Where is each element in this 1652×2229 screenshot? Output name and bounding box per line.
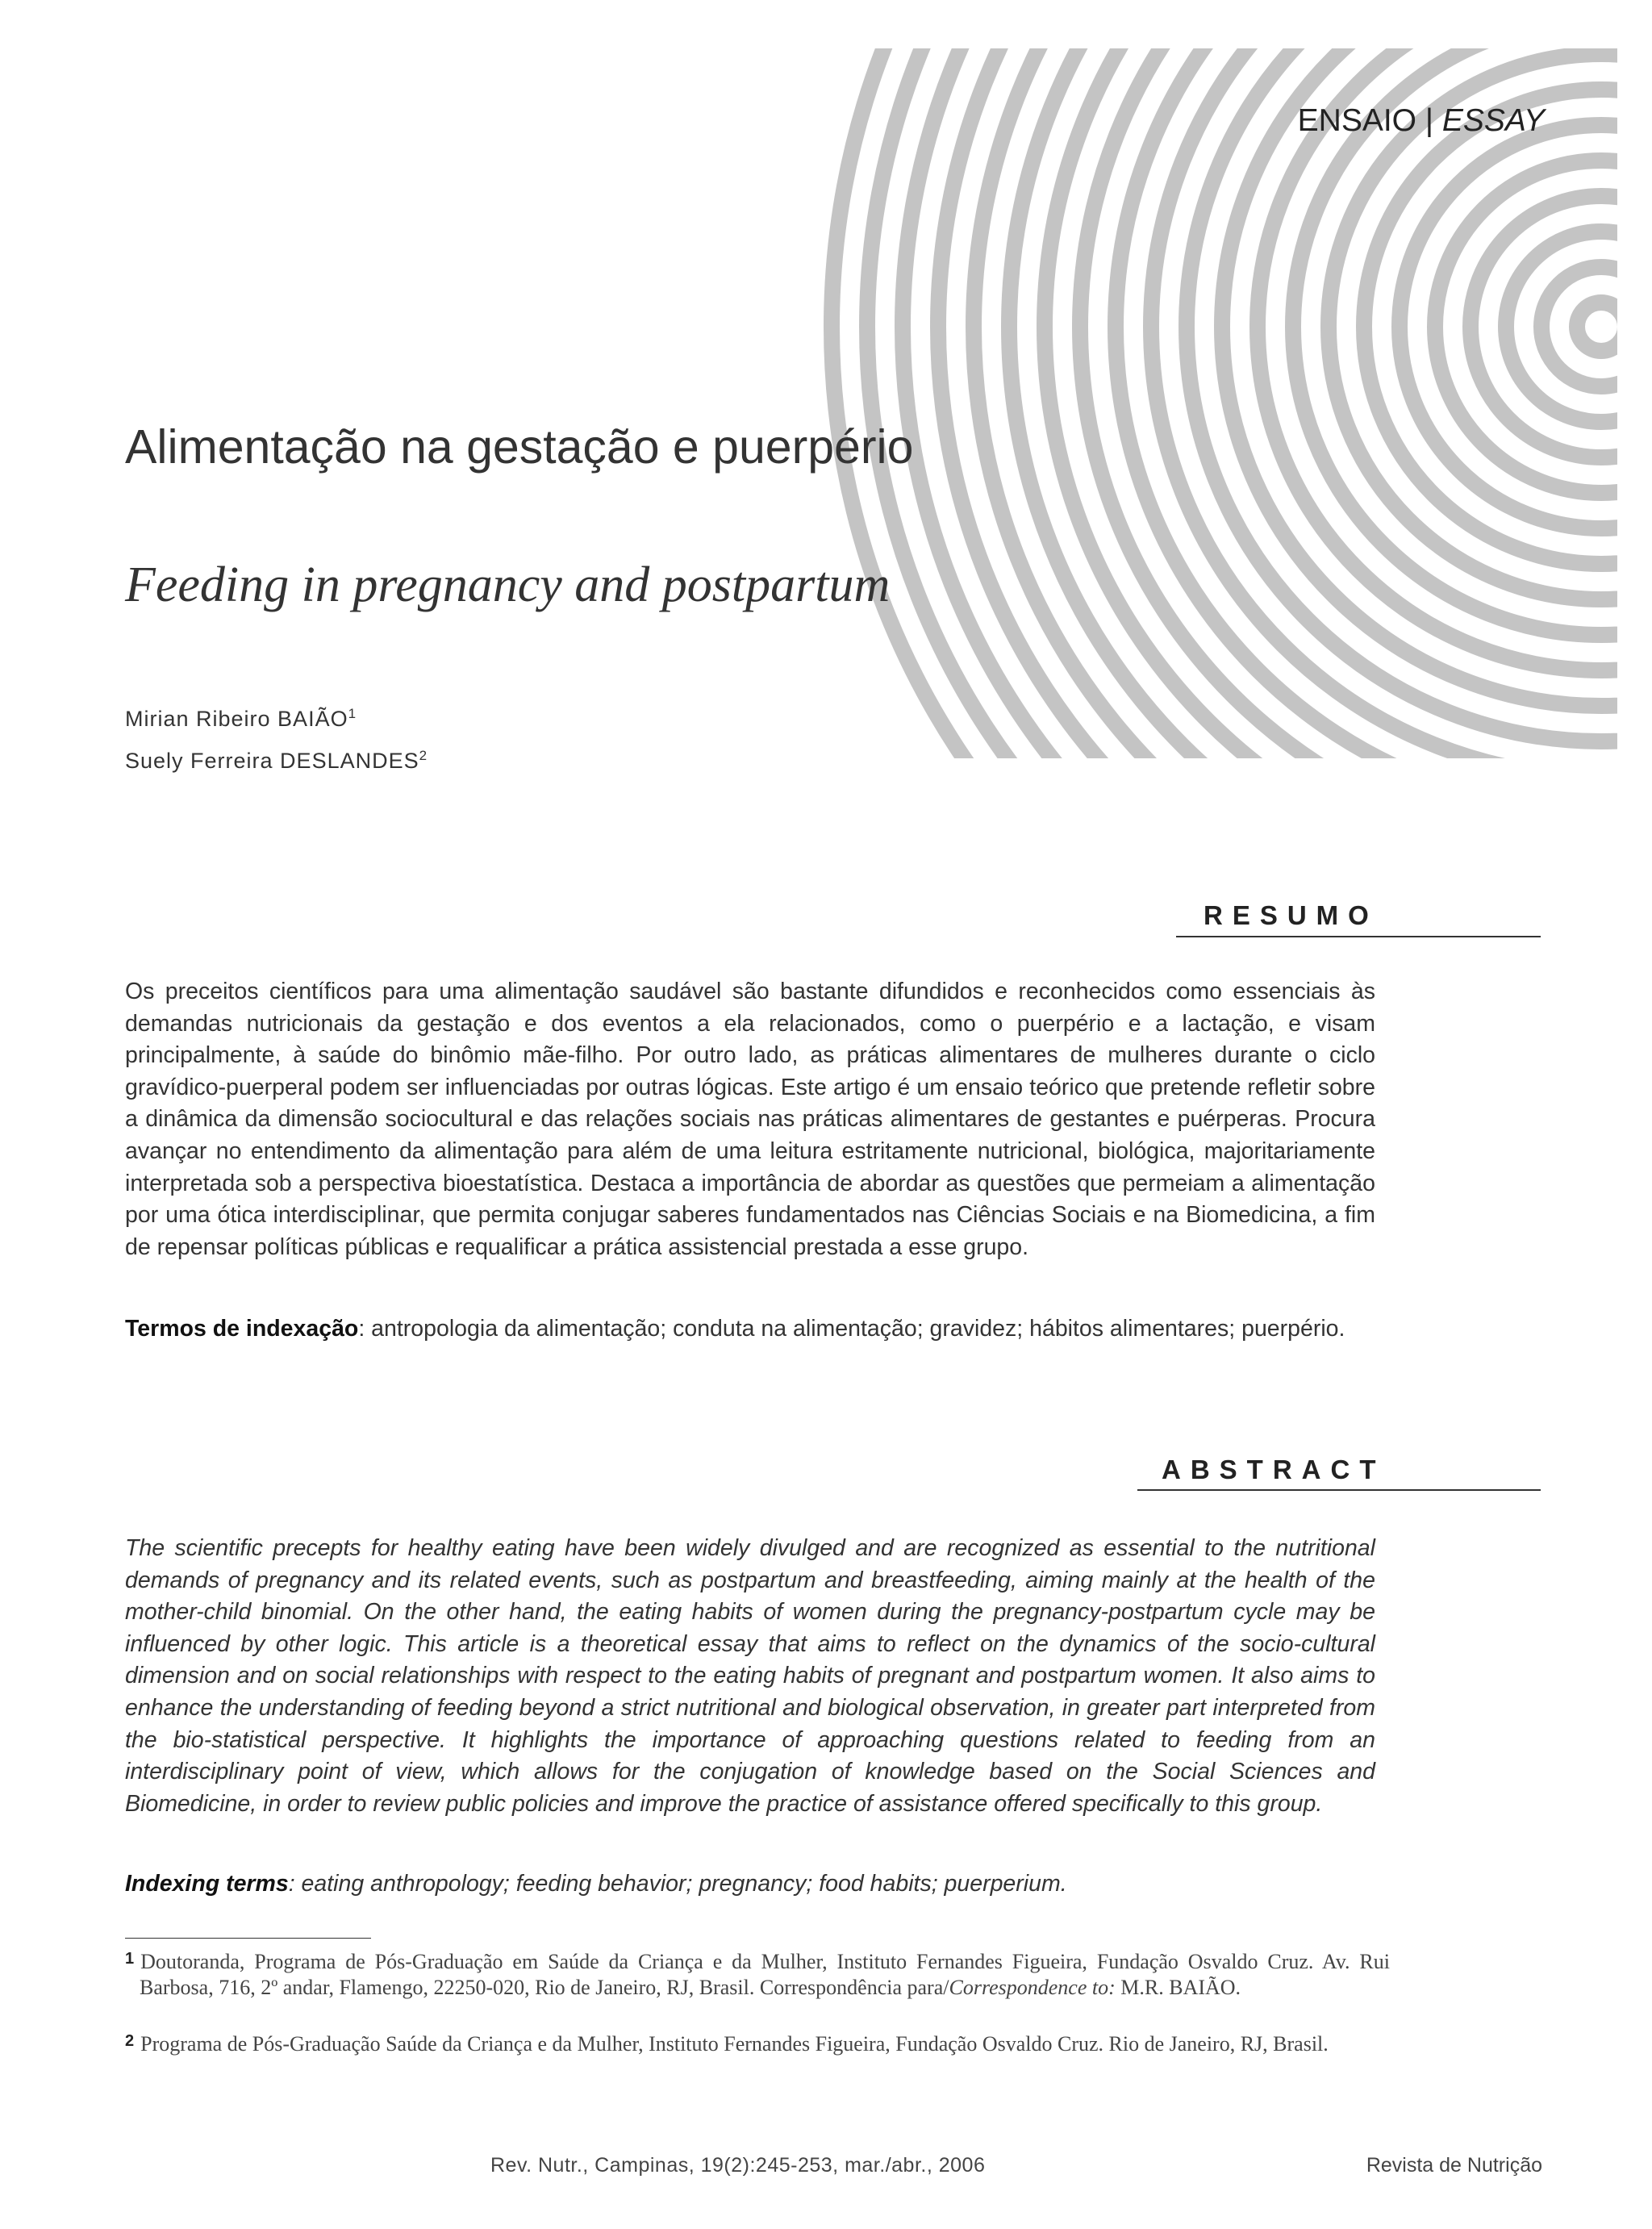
resumo-index-terms <box>125 1313 1375 1344</box>
resumo-index-terms-label: Termos de indexação <box>125 1316 359 1342</box>
footnote-1-number: 1 <box>125 1950 135 1968</box>
resumo-heading: RESUMO <box>1204 900 1379 930</box>
footer-citation: Rev. Nutr., Campinas, 19(2):245-253, mar./abr., 2006 <box>490 2154 986 2177</box>
abstract-index-terms <box>125 1868 1375 1899</box>
title-english: Feeding in pregnancy and postpartum <box>125 557 891 612</box>
author-list <box>125 695 428 779</box>
decorative-ring <box>1541 267 1652 386</box>
footnote-1: $^1$ Doutoranda, Programa de Pós-Graduação em Saúde da Criança e da Mulher, Instituto Fernandes Figueira, Fundação Osvaldo Cruz. Av. Rui Barbosa, 716, 2º andar, Flamengo, 22250-020, Rio de Janeiro, RJ, Brasil. Correspondência para/Correspondence to: M.R. BAIÃO. <box>125 1950 1390 1999</box>
author-2-affiliation-marker: 2 <box>419 748 428 763</box>
resumo-text: Os preceitos científicos para uma alimentação saudável são bastante difundidos e reconhecidos como essenciais às demandas nutricionais da gestação e dos eventos a ela relacionados, como o puerpério e a lactação, e visam principalmente, à saúde do binômio mãe-filho. Por outro lado, as práticas alimentares de mulheres durante o ciclo gravídico-puerperal podem ser influenciadas por outras lógicas. Este artigo é um ensaio teórico que pretende refletir sobre a dinâmica da dimensão sociocultural e das relações sociais nas práticas alimentares de gestantes e puérperas. Procura avançar no entendimento da alimentação para além de uma leitura estritamente nutricional, biológica, majoritariamente interpretada sob a perspectiva bioestatística. Destaca a importância de abordar as questões que permeiam a alimentação por uma ótica interdisciplinar, que permita conjugar saberes fundamentados nas Ciências Sociais e na Biomedicina, a fim de repensar políticas públicas e requalificar a prática assistencial prestada a esse grupo. <box>125 979 1375 1260</box>
author-2: Suely Ferreira DESLANDES$^2$ <box>125 748 428 773</box>
footer-journal-name: Revista de Nutrição <box>1366 2154 1542 2177</box>
section-label-en: ESSAY <box>1441 103 1545 138</box>
resumo-divider <box>1176 936 1541 937</box>
footnote-divider <box>125 1938 371 1939</box>
resumo-index-terms-list: : antropologia da alimentação; conduta na alimentação; gravidez; hábitos alimentares; puerpério. <box>358 1316 1345 1342</box>
footnote-2-number: 2 <box>125 2032 135 2050</box>
abstract-heading: ABSTRACT <box>1162 1455 1386 1484</box>
title-portuguese: Alimentação na gestação e puerpério <box>125 420 914 474</box>
section-label-pt: ENSAIO <box>1297 103 1417 138</box>
footnote-2: $^2$ Programa de Pós-Graduação Saúde da Criança e da Mulher, Instituto Fernandes Figueira, Fundação Osvaldo Cruz. Rio de Janeiro, RJ, Brasil. <box>125 2032 1329 2056</box>
section-separator: | <box>1416 103 1442 138</box>
decorative-ring <box>1577 303 1625 351</box>
abstract-divider <box>1137 1489 1541 1491</box>
abstract-text: The scientific precepts for healthy eating have been widely divulged and are recognized as essential to the nutritional demands of pregnancy and its related events, such as postpartum and breastfeeding, aiming mainly at the health of the mother-child binomial. On the other hand, the eating habits of women during the pregnancy-postpartum cycle may be influenced by other logic. This article is a theoretical essay that aims to reflect on the dynamics of the socio-cultural dimension and on social relationships with respect to the eating habits of pregnant and postpartum women. It also aims to enhance the understanding of feeding beyond a strict nutritional and biological observation, in greater part interpreted from the bio-statistical perspective. It highlights the importance of approaching questions related to feeding from an interdisciplinary point of view, which allows for the conjugation of knowledge based on the Social Sciences and Biomedicine, in order to review public policies and improve the practice of assistance offered specifically to this group. <box>125 1535 1375 1817</box>
author-1: Mirian Ribeiro BAIÃO$^1$ <box>125 706 357 731</box>
author-1-affiliation-marker: 1 <box>348 706 357 721</box>
abstract-index-terms-list: : eating anthropology; feeding behavior; pregnancy; food habits; puerperium. <box>288 1871 1067 1897</box>
section-header <box>1291 103 1545 139</box>
abstract-index-terms-label: Indexing terms <box>125 1871 289 1897</box>
